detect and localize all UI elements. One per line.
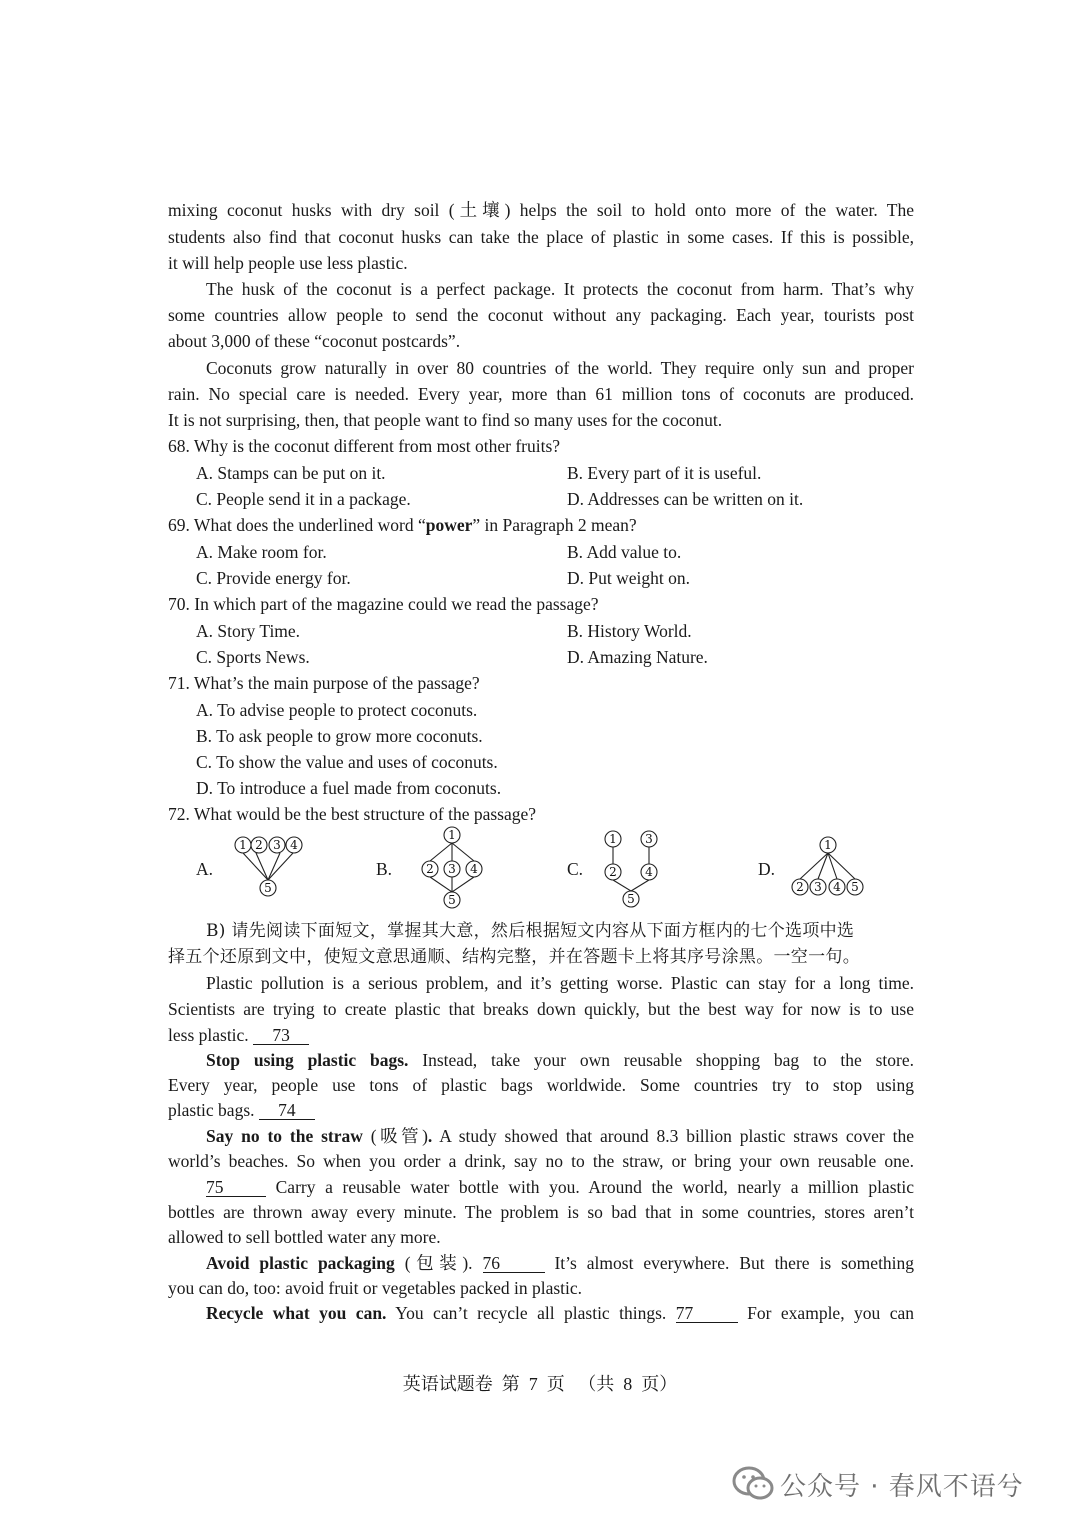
q71-option-b: B. To ask people to grow more coconuts.	[196, 726, 483, 746]
node-3	[269, 837, 285, 853]
svg-text:3: 3	[273, 838, 281, 852]
section-b-instruction: 择五个还原到文中，使短文意思通顺、结构完整，并在答题卡上将其序号涂黑。一空一句。	[168, 947, 860, 967]
passage-line	[206, 1302, 914, 1324]
q69-key-word: power	[425, 515, 473, 535]
passage-text: Carry a reusable water bottle with you. Around the world, nearly a million plastic	[266, 1177, 914, 1197]
subheading-say-no-straw: Say no to the straw	[206, 1126, 363, 1146]
node-1	[444, 827, 460, 843]
passage-text: A study showed that around 8.3 billion plastic straws cover the	[432, 1126, 915, 1146]
passage-text: Instead, take your own reusable shopping bag to the store.	[408, 1050, 914, 1070]
q72-option-d: D.	[758, 859, 776, 879]
passage-line: rain. No special care is needed. Every year, more than 61 million tons of coconuts are produced.	[168, 384, 914, 404]
q68-option-a: A. Stamps can be put on it.	[196, 463, 386, 483]
question-70-stem: 70. In which part of the magazine could we read the passage?	[168, 594, 599, 614]
passage-line	[168, 1099, 315, 1121]
passage-line: Plastic pollution is a serious problem, and it’s getting worse. Plastic can stay for a long time.	[206, 973, 914, 993]
q68-option-b: B. Every part of it is useful.	[567, 463, 762, 483]
section-b-instruction: B) 请先阅读下面短文，掌握其大意，然后根据短文内容从下面方框内的七个选项中选	[206, 921, 855, 941]
q71-option-a: A. To advise people to protect coconuts.	[196, 700, 478, 720]
passage-line: it will help people use less plastic.	[168, 253, 408, 273]
svg-text:1: 1	[824, 838, 832, 852]
svg-text:4: 4	[645, 865, 653, 879]
q69-option-b: B. Add value to.	[567, 542, 682, 562]
question-72-stem: 72. What would be the best structure of the passage?	[168, 804, 537, 824]
svg-text:5: 5	[264, 881, 272, 895]
page-footer: 英语试题卷 第 7 页 （共 8 页）	[402, 1374, 678, 1394]
passage-text: (吸管)	[362, 1126, 428, 1146]
passage-line	[206, 1252, 914, 1274]
question-69-stem	[168, 514, 637, 536]
svg-text:1: 1	[609, 832, 617, 846]
svg-text:3: 3	[814, 880, 822, 894]
svg-text:2: 2	[255, 838, 263, 852]
q68-option-c: C. People send it in a package.	[196, 489, 411, 509]
passage-line	[206, 1049, 914, 1071]
svg-text:4: 4	[470, 862, 478, 876]
passage-text: For example, you can	[737, 1303, 914, 1323]
node-4	[641, 864, 657, 880]
passage-line: about 3,000 of these “coconut postcards”.	[168, 331, 461, 351]
q70-option-c: C. Sports News.	[196, 647, 310, 667]
passage-text: plastic bags.	[168, 1100, 255, 1120]
passage-text: You can’t recycle all plastic things.	[386, 1303, 667, 1323]
node-4	[286, 837, 302, 853]
svg-text:5: 5	[448, 893, 456, 907]
q68-option-d: D. Addresses can be written on it.	[567, 489, 804, 509]
passage-line: It is not surprising, then, that people want to find so many uses for the coconut.	[168, 410, 723, 430]
svg-text:2: 2	[609, 865, 617, 879]
node-2	[422, 861, 438, 877]
node-3	[444, 861, 460, 877]
node-2	[251, 837, 267, 853]
q72-option-c: C.	[567, 859, 584, 879]
blank-73: 73	[253, 1026, 309, 1045]
passage-line	[206, 1176, 914, 1198]
blank-75: 75	[206, 1178, 266, 1197]
node-5	[260, 880, 276, 896]
passage-line	[206, 1125, 914, 1147]
svg-text:3: 3	[448, 862, 456, 876]
node-5	[623, 891, 639, 907]
q69-option-c: C. Provide energy for.	[196, 568, 351, 588]
node-3	[641, 831, 657, 847]
node-5	[847, 879, 863, 895]
subheading-recycle: Recycle what you can.	[206, 1303, 387, 1323]
passage-text: less plastic.	[168, 1025, 249, 1045]
q71-option-d: D. To introduce a fuel made from coconuts.	[196, 778, 502, 798]
passage-line: you can do, too: avoid fruit or vegetables packed in plastic.	[168, 1278, 583, 1298]
q69-option-d: D. Put weight on.	[567, 568, 690, 588]
structure-diagram-d	[784, 834, 874, 902]
structure-diagram-b	[414, 824, 494, 910]
subheading-stop-plastic-bags: Stop using plastic bags.	[206, 1050, 409, 1070]
svg-text:4: 4	[290, 838, 298, 852]
watermark-text: 公众号 · 春风不语兮	[780, 1472, 1024, 1502]
passage-line: some countries allow people to send the coconut without any packaging. Each year, tourists post	[168, 305, 914, 325]
q70-option-b: B. History World.	[567, 621, 692, 641]
structure-diagram-a	[230, 834, 310, 898]
node-1	[235, 837, 251, 853]
question-71-stem: 71. What’s the main purpose of the passage?	[168, 673, 480, 693]
svg-text:4: 4	[833, 880, 841, 894]
structure-diagram-c	[598, 828, 668, 910]
wechat-watermark	[730, 1462, 1060, 1506]
svg-text:5: 5	[851, 880, 859, 894]
blank-74: 74	[259, 1101, 315, 1120]
q70-option-a: A. Story Time.	[196, 621, 301, 641]
passage-text: It’s almost everywhere. But there is something	[544, 1253, 915, 1273]
node-1	[820, 837, 836, 853]
blank-76: 76	[483, 1254, 545, 1273]
passage-line: The husk of the coconut is a perfect package. It protects the coconut from harm. That’s why	[206, 279, 914, 299]
passage-line: Coconuts grow naturally in over 80 countries of the world. They require only sun and proper	[206, 358, 914, 378]
passage-line: mixing coconut husks with dry soil (土壤) helps the soil to hold onto more of the water. The	[168, 200, 914, 220]
passage-text: (包装).	[394, 1253, 473, 1273]
q69-stem-text: 69. What does the underlined word “	[168, 515, 426, 535]
passage-line: allowed to sell bottled water any more.	[168, 1227, 441, 1247]
svg-text:3: 3	[645, 832, 653, 846]
node-2	[605, 864, 621, 880]
node-1	[605, 831, 621, 847]
svg-text:2: 2	[796, 880, 804, 894]
passage-line: bottles are thrown away every minute. The problem is so bad that in some countries, stores aren’t	[168, 1202, 914, 1222]
node-5	[444, 892, 460, 908]
wechat-logo-icon	[732, 1464, 776, 1504]
q69-stem-text: ” in Paragraph 2 mean?	[472, 515, 637, 535]
subheading-avoid-packaging: Avoid plastic packaging	[206, 1253, 395, 1273]
passage-line: Every year, people use tons of plastic bags worldwide. Some countries try to stop using	[168, 1075, 914, 1095]
q69-option-a: A. Make room for.	[196, 542, 327, 562]
node-2	[792, 879, 808, 895]
svg-text:1: 1	[448, 828, 456, 842]
q72-option-a: A.	[196, 859, 214, 879]
passage-line: Scientists are trying to create plastic that breaks down quickly, but the best way for now is to use	[168, 999, 914, 1019]
passage-line	[168, 1024, 309, 1046]
svg-text:2: 2	[426, 862, 434, 876]
q71-option-c: C. To show the value and uses of coconuts.	[196, 752, 498, 772]
node-4	[829, 879, 845, 895]
question-68-stem: 68. Why is the coconut different from most other fruits?	[168, 436, 561, 456]
svg-text:5: 5	[627, 892, 635, 906]
q70-option-d: D. Amazing Nature.	[567, 647, 708, 667]
node-3	[810, 879, 826, 895]
node-4	[466, 861, 482, 877]
svg-text:1: 1	[239, 838, 247, 852]
passage-text: .	[427, 1126, 433, 1146]
blank-77: 77	[676, 1304, 738, 1323]
q72-option-b: B.	[376, 859, 393, 879]
passage-line: world’s beaches. So when you order a drink, say no to the straw, or bring your own reusable one.	[168, 1151, 914, 1171]
passage-line: students also find that coconut husks can take the place of plastic in some cases. If this is possible,	[168, 227, 914, 247]
